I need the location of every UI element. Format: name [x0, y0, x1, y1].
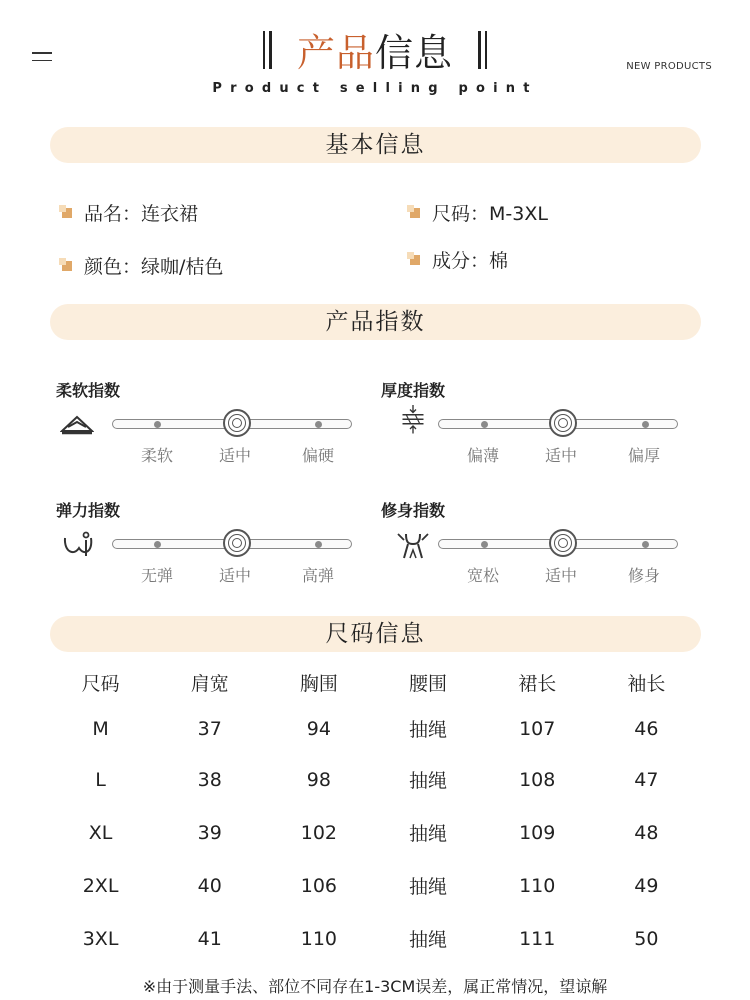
column-header: 袖长 — [627, 672, 666, 695]
slider-knob-fit[interactable] — [549, 529, 577, 557]
section-header-size: 尺码信息 — [50, 616, 701, 652]
table-cell: 110 — [300, 927, 338, 950]
table-cell: 50 — [634, 927, 659, 950]
section-header-basic: 基本信息 — [50, 127, 701, 163]
slider-label: 无弹 — [140, 566, 173, 585]
column-header: 腰围 — [409, 672, 448, 695]
table-row — [46, 859, 701, 912]
table-cell: 107 — [519, 717, 556, 740]
table-row — [46, 806, 701, 859]
table-cell: 49 — [634, 874, 659, 897]
slider-dot — [315, 541, 322, 548]
column-header: 裙长 — [518, 672, 557, 695]
table-cell: L — [95, 768, 106, 791]
bullet-icon — [62, 261, 72, 271]
slider-dot — [481, 421, 488, 428]
index-title-elasticity: 弹力指数 — [56, 501, 121, 520]
table-cell: 3XL — [82, 927, 119, 950]
size-table — [46, 664, 701, 965]
slider-label: 适中 — [218, 566, 251, 585]
slider-label: 适中 — [544, 446, 577, 465]
info-item-color: 颜色：绿咖/桔色 — [62, 252, 223, 279]
table-cell: 94 — [306, 717, 331, 740]
table-cell: 111 — [519, 927, 556, 950]
page-title: 产品信息 — [296, 31, 454, 75]
new-products-tag: NEW PRODUCTS — [626, 61, 712, 72]
stretch-icon — [62, 530, 96, 560]
slider-knob-thickness[interactable] — [549, 409, 577, 437]
fit-icon — [396, 530, 430, 560]
table-cell: M — [92, 717, 109, 740]
table-cell: 98 — [306, 768, 331, 791]
table-cell: 108 — [519, 768, 556, 791]
table-header-row — [46, 664, 701, 700]
table-row — [46, 753, 701, 806]
slider-label: 适中 — [218, 446, 251, 465]
index-title-fit: 修身指数 — [381, 501, 446, 520]
info-item-material: 成分：棉 — [410, 246, 508, 273]
thickness-icon — [396, 405, 430, 435]
slider-label: 偏厚 — [627, 446, 660, 465]
column-header: 尺码 — [81, 672, 120, 695]
feather-icon — [60, 409, 94, 439]
table-cell: XL — [88, 821, 113, 844]
index-title-thickness: 厚度指数 — [381, 381, 446, 400]
bullet-icon — [410, 255, 420, 265]
table-row — [46, 700, 701, 753]
left-bars-decoration — [261, 31, 274, 69]
table-cell: 41 — [197, 927, 222, 950]
table-cell: 40 — [197, 874, 222, 897]
table-cell: 110 — [519, 874, 556, 897]
slider-knob-softness[interactable] — [223, 409, 251, 437]
right-bars-decoration — [476, 31, 489, 69]
table-cell: 抽绳 — [409, 719, 448, 741]
table-cell: 47 — [634, 768, 659, 791]
table-cell: 109 — [519, 821, 556, 844]
bullet-icon — [62, 208, 72, 218]
table-cell: 106 — [300, 874, 338, 897]
section-header-index: 产品指数 — [50, 304, 701, 340]
slider-label: 适中 — [544, 566, 577, 585]
table-cell: 48 — [634, 821, 659, 844]
slider-label: 柔软 — [140, 446, 173, 465]
slider-label: 偏硬 — [301, 446, 334, 465]
slider-dot — [481, 541, 488, 548]
slider-knob-elasticity[interactable] — [223, 529, 251, 557]
slider-dot — [315, 421, 322, 428]
info-item-name: 品名：连衣裙 — [62, 199, 198, 226]
slider-label: 修身 — [627, 566, 660, 585]
slider-dot — [154, 421, 161, 428]
page-subtitle: Product selling point — [212, 81, 538, 96]
table-cell: 46 — [634, 717, 659, 740]
slider-label: 宽松 — [466, 566, 499, 585]
table-cell: 抽绳 — [409, 929, 448, 951]
column-header: 肩宽 — [190, 672, 229, 695]
table-row — [46, 912, 701, 965]
index-title-softness: 柔软指数 — [56, 381, 121, 400]
slider-label: 偏薄 — [466, 446, 499, 465]
table-cell: 38 — [197, 768, 222, 791]
footnote: ※由于测量手法、部位不同存在1-3CM误差，属正常情况，望谅解 — [142, 977, 608, 996]
table-cell: 39 — [197, 821, 222, 844]
table-cell: 102 — [300, 821, 338, 844]
slider-dot — [642, 421, 649, 428]
slider-label: 高弹 — [301, 566, 334, 585]
table-cell: 抽绳 — [409, 823, 448, 845]
table-cell: 2XL — [82, 874, 119, 897]
info-item-size: 尺码：M-3XL — [410, 199, 548, 226]
table-cell: 抽绳 — [409, 876, 448, 898]
table-cell: 抽绳 — [409, 770, 448, 792]
column-header: 胸围 — [299, 672, 338, 695]
bullet-icon — [410, 208, 420, 218]
slider-dot — [642, 541, 649, 548]
slider-dot — [154, 541, 161, 548]
table-cell: 37 — [197, 717, 222, 740]
